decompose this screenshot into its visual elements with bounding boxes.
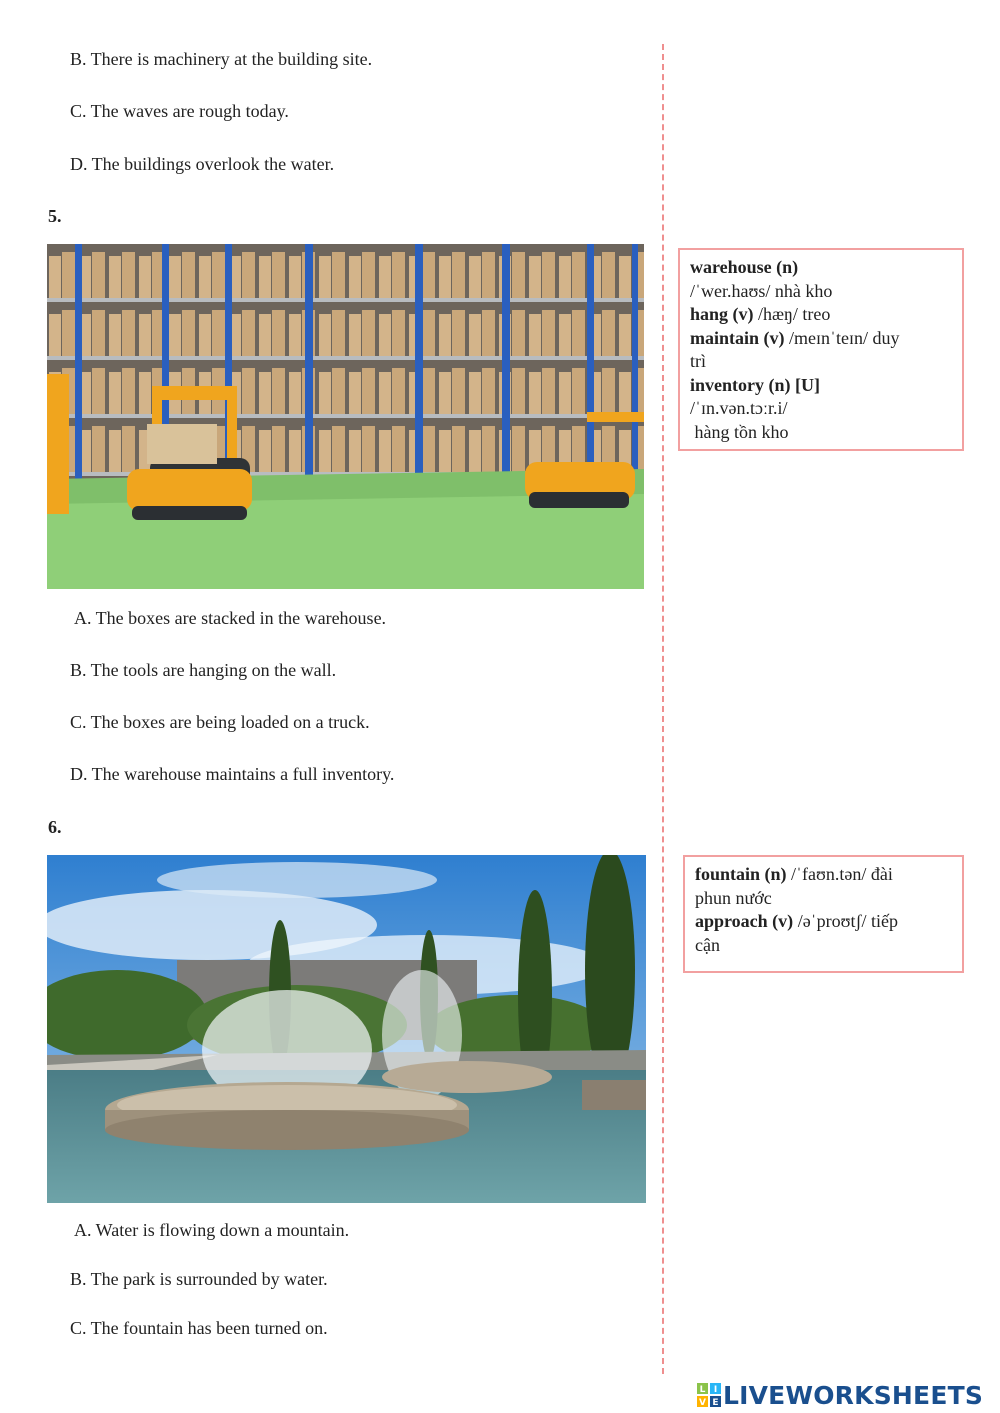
q5-option-b[interactable]: B. The tools are hanging on the wall. [70,660,337,680]
vocab-term: maintain (v) [690,327,785,348]
q5-option-a[interactable]: A. The boxes are stacked in the warehouse. [74,608,387,628]
vocab-line: /ˈɪn.vən.tɔːr.i/ [690,398,788,418]
icon-letter: L [699,1385,706,1395]
vocab-term: approach (v) [695,911,794,931]
vocab-line: phun nước [695,887,772,908]
q6-option-c[interactable]: C. The fountain has been turned on. [70,1318,328,1338]
vocab-line: /ˈwer.haʊs/ nhà kho [690,280,833,301]
icon-letter: I [713,1385,718,1395]
vocab-line: cận [695,934,720,955]
liveworksheets-icon [697,1383,721,1407]
vocab-line [690,303,952,327]
vocab-line [690,327,952,351]
column-divider [662,44,664,1374]
q6-option-a[interactable]: A. Water is flowing down a mountain. [74,1220,350,1240]
q6-option-b[interactable]: B. The park is surrounded by water. [70,1269,328,1289]
vocab-definition: /hæŋ/ treo [753,304,831,324]
vocab-term: fountain (n) [695,864,787,884]
warehouse-photo [47,244,644,589]
vocab-box-warehouse [678,248,964,451]
vocab-line [690,374,952,398]
q5-option-c[interactable]: C. The boxes are being loaded on a truck. [70,712,370,732]
fountain-photo [47,855,646,1203]
vocab-term: hang (v) [690,304,754,324]
liveworksheets-wordmark: LIVEWORKSHEETS [723,1380,984,1410]
vocab-line [695,910,952,934]
icon-letter: E [712,1398,719,1407]
liveworksheets-logo [697,1378,983,1412]
prev-option-c: C. The waves are rough today. [70,101,289,121]
vocab-definition: /meɪnˈteɪn/ duy [784,327,900,348]
vocab-line: hàng tồn kho [690,421,789,442]
prev-option-b: B. There is machinery at the building site. [70,49,373,69]
vocab-line [690,256,952,280]
vocab-line [695,863,952,887]
icon-letter: V [699,1398,706,1407]
vocab-box-fountain [683,855,964,973]
question-5-number: 5. [48,206,62,226]
vocab-line: trì [690,351,706,371]
vocab-definition: /ˈfaʊn.tən/ đài [786,864,893,884]
vocab-definition: /əˈproʊtʃ/ tiếp [793,911,899,931]
question-6-number: 6. [48,817,62,837]
q5-option-d[interactable]: D. The warehouse maintains a full inventory. [70,764,395,784]
prev-option-d: D. The buildings overlook the water. [70,154,335,174]
vocab-term: warehouse (n) [690,257,799,277]
vocab-term: inventory (n) [U] [690,374,820,395]
